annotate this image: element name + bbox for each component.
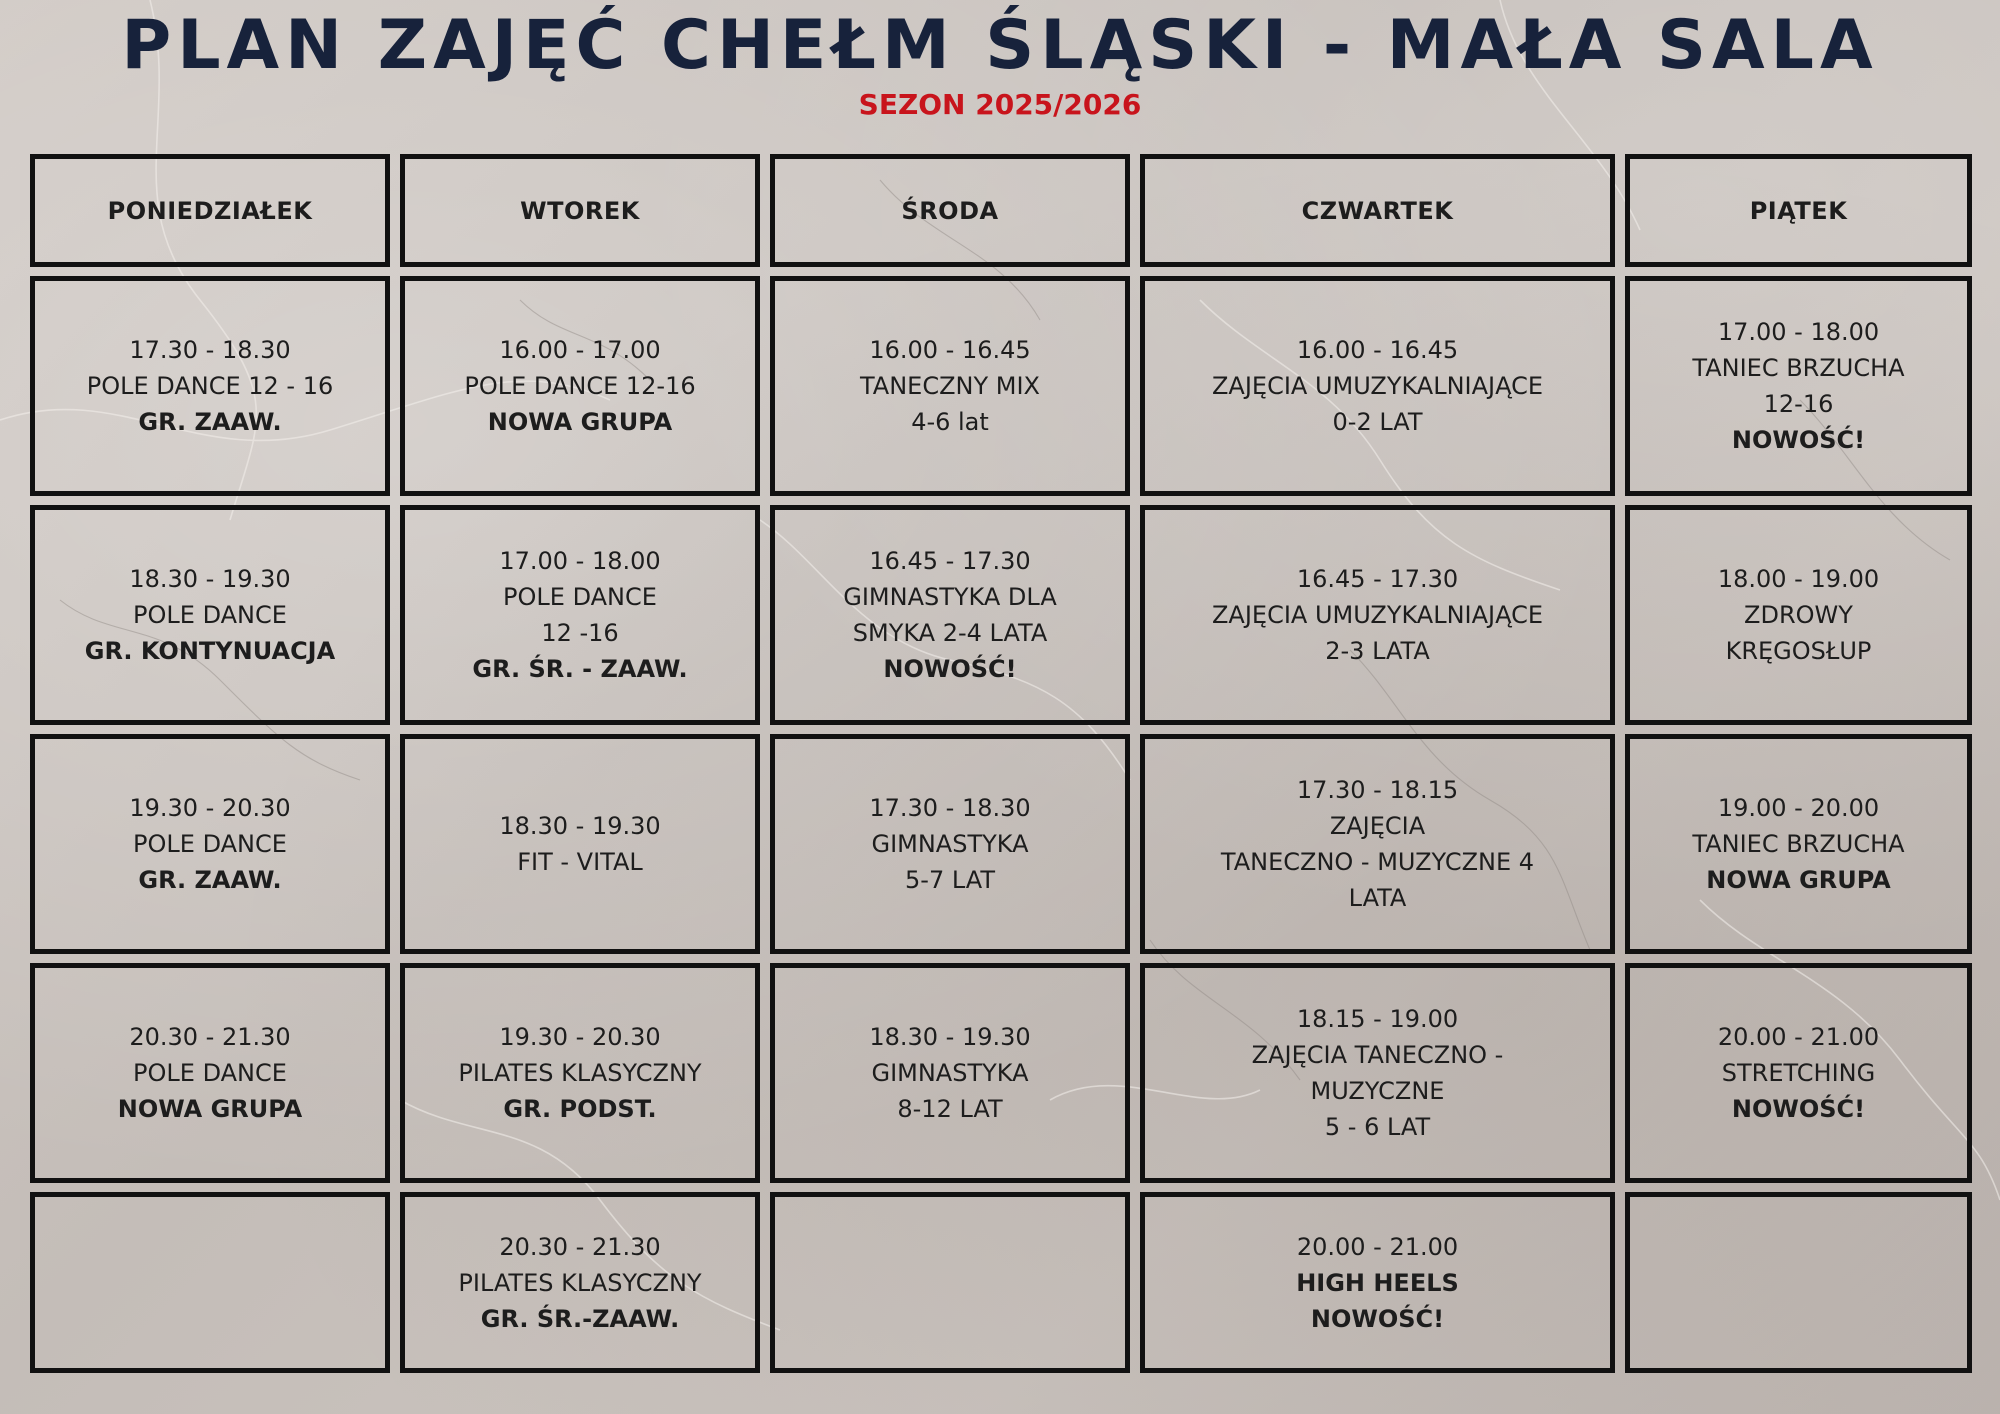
class-age: 4-6 lat: [911, 408, 989, 436]
class-name: POLE DANCE 12-16: [464, 372, 696, 400]
class-age: 5 - 6 LAT: [1324, 1113, 1431, 1141]
empty-slot: [1625, 1192, 1972, 1373]
class-slot: [1140, 963, 1615, 1183]
class-time: 17.00 - 18.00: [1717, 318, 1880, 346]
class-name-cont: TANECZNO - MUZYCZNE 4: [1220, 848, 1535, 876]
class-name: ZDROWY: [1744, 601, 1853, 629]
class-time: 19.00 - 20.00: [1717, 794, 1880, 822]
class-time: 20.00 - 21.00: [1296, 1232, 1459, 1261]
day-header-wednesday: ŚRODA: [770, 154, 1130, 267]
class-name: POLE DANCE: [133, 830, 287, 858]
class-name: TANIEC BRZUCHA: [1692, 830, 1905, 858]
class-name: GIMNASTYKA: [871, 830, 1029, 858]
class-slot: [30, 734, 390, 954]
class-time: 17.00 - 18.00: [499, 547, 661, 575]
class-name: FIT - VITAL: [517, 848, 643, 876]
class-note: GR. ŚR.-ZAAW.: [480, 1304, 680, 1333]
class-time: 16.00 - 17.00: [499, 336, 661, 364]
day-header-thursday: CZWARTEK: [1140, 154, 1615, 267]
class-note: GR. ZAAW.: [138, 408, 282, 436]
class-note: NOWOŚĆ!: [883, 655, 1017, 683]
class-name: GIMNASTYKA DLA: [843, 583, 1057, 611]
class-slot: [30, 963, 390, 1183]
class-note: GR. PODST.: [503, 1095, 657, 1123]
class-time: 16.45 - 17.30: [1296, 565, 1459, 593]
class-note: NOWOŚĆ!: [1731, 1095, 1866, 1123]
class-slot: [770, 276, 1130, 496]
class-name: ZAJĘCIA UMUZYKALNIAJĄCE: [1211, 372, 1544, 400]
class-name: HIGH HEELS: [1296, 1268, 1459, 1297]
class-note: GR. KONTYNUACJA: [84, 637, 336, 665]
class-time: 17.30 - 18.30: [869, 794, 1031, 822]
day-header-friday: PIĄTEK: [1625, 154, 1972, 267]
class-note: NOWA GRUPA: [1706, 866, 1891, 894]
class-age: 5-7 LAT: [905, 866, 995, 894]
class-slot: [1140, 734, 1615, 954]
class-name: ZAJĘCIA UMUZYKALNIAJĄCE: [1211, 601, 1544, 629]
empty-slot: [770, 1192, 1130, 1373]
class-slot: [1140, 505, 1615, 725]
class-time: 18.30 - 19.30: [129, 565, 291, 593]
class-name: TANECZNY MIX: [860, 372, 1040, 400]
class-time: 17.30 - 18.30: [129, 336, 291, 364]
class-slot: [770, 963, 1130, 1183]
class-note: NOWA GRUPA: [117, 1095, 303, 1123]
class-name-cont: KRĘGOSŁUP: [1725, 637, 1872, 665]
class-age: 0-2 LAT: [1332, 408, 1423, 436]
class-slot: [1625, 734, 1972, 954]
class-time: 18.30 - 19.30: [869, 1023, 1031, 1051]
day-header-tuesday: WTOREK: [400, 154, 760, 267]
class-note: NOWOŚĆ!: [1731, 426, 1866, 454]
class-slot: [1625, 276, 1972, 496]
page-title: PLAN ZAJĘĆ CHEŁM ŚLĄSKI - MAŁA SALA: [121, 6, 1879, 85]
class-time: 18.15 - 19.00: [1296, 1005, 1459, 1033]
class-time: 19.30 - 20.30: [129, 794, 291, 822]
class-slot: [770, 505, 1130, 725]
class-name-cont: 12 -16: [541, 619, 619, 647]
class-name: POLE DANCE: [133, 601, 287, 629]
class-slot: [400, 276, 760, 496]
class-time: 16.45 - 17.30: [869, 547, 1031, 575]
class-note: NOWOŚĆ!: [1310, 1304, 1445, 1333]
class-name-cont: MUZYCZNE: [1310, 1077, 1445, 1105]
class-slot: [1140, 1192, 1615, 1373]
class-note: GR. ZAAW.: [138, 866, 282, 894]
class-slot: [770, 734, 1130, 954]
season-subtitle: SEZON 2025/2026: [858, 88, 1142, 121]
empty-slot: [30, 1192, 390, 1373]
class-slot: [30, 505, 390, 725]
class-time: 18.00 - 19.00: [1717, 565, 1880, 593]
class-time: 17.30 - 18.15: [1296, 776, 1459, 804]
class-name: POLE DANCE 12 - 16: [86, 372, 334, 400]
class-time: 20.30 - 21.30: [129, 1023, 291, 1051]
class-age: 2-3 LATA: [1325, 637, 1430, 665]
class-slot: [1625, 505, 1972, 725]
class-name: POLE DANCE: [133, 1059, 287, 1087]
class-note: NOWA GRUPA: [487, 408, 673, 436]
class-time: 20.00 - 21.00: [1717, 1023, 1880, 1051]
class-name: POLE DANCE: [503, 583, 657, 611]
class-note: GR. ŚR. - ZAAW.: [472, 655, 688, 683]
class-slot: [400, 505, 760, 725]
class-name: STRETCHING: [1721, 1059, 1876, 1087]
class-slot: [1140, 276, 1615, 496]
class-slot: [1625, 963, 1972, 1183]
class-time: 16.00 - 16.45: [1296, 336, 1459, 364]
class-age: 8-12 LAT: [897, 1095, 1003, 1123]
class-name-cont: LATA: [1348, 884, 1407, 912]
class-time: 18.30 - 19.30: [499, 812, 661, 840]
day-header-monday: PONIEDZIAŁEK: [30, 154, 390, 267]
class-slot: [400, 734, 760, 954]
class-age: 12-16: [1763, 390, 1834, 418]
class-name: PILATES KLASYCZNY: [458, 1268, 702, 1297]
class-time: 16.00 - 16.45: [869, 336, 1031, 364]
class-name: GIMNASTYKA: [871, 1059, 1029, 1087]
class-time: 20.30 - 21.30: [499, 1232, 661, 1261]
class-name: TANIEC BRZUCHA: [1692, 354, 1905, 382]
class-name: ZAJĘCIA: [1329, 812, 1426, 840]
class-name: ZAJĘCIA TANECZNO -: [1251, 1041, 1504, 1069]
class-name-cont: SMYKA 2-4 LATA: [852, 619, 1048, 647]
class-name: PILATES KLASYCZNY: [458, 1059, 702, 1087]
class-slot: [400, 1192, 760, 1373]
class-slot: [400, 963, 760, 1183]
class-slot: [30, 276, 390, 496]
class-time: 19.30 - 20.30: [499, 1023, 661, 1051]
schedule-table: [30, 154, 1972, 1384]
